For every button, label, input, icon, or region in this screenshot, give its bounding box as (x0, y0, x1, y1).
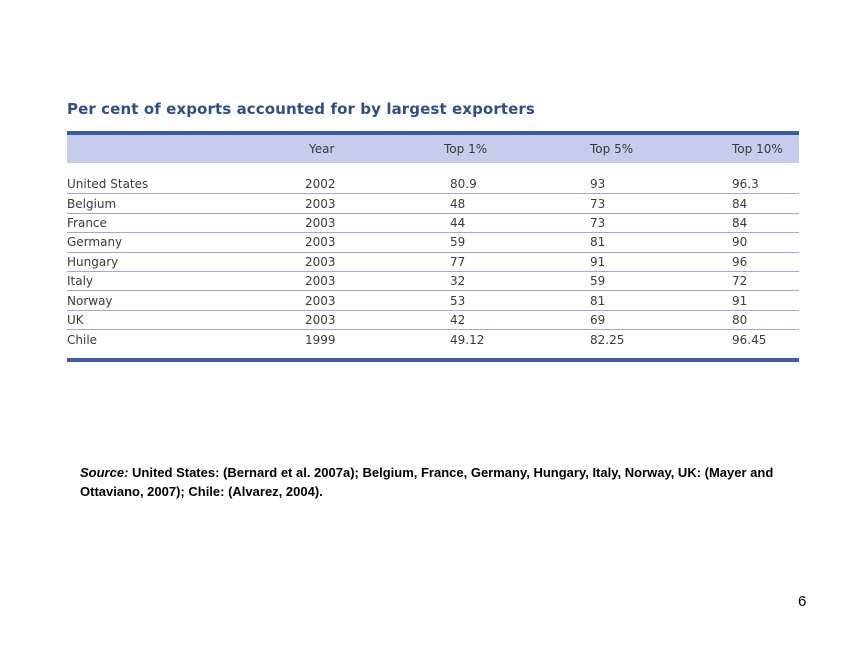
page-number: 6 (798, 593, 807, 610)
cell-top1: 80.9 (450, 177, 477, 192)
source-note (80, 463, 780, 501)
table-row (67, 194, 799, 213)
table-body (67, 175, 799, 350)
table-row (67, 311, 799, 330)
cell-year: 2002 (305, 177, 336, 192)
table-header-row (67, 135, 799, 163)
header-top10: Top 10% (732, 142, 783, 156)
cell-year: 2003 (305, 215, 336, 230)
cell-top5: 93 (590, 177, 606, 192)
cell-year: 1999 (305, 332, 336, 347)
cell-top5: 81 (590, 235, 606, 250)
cell-country: UK (67, 312, 84, 327)
cell-top5: 81 (590, 293, 606, 308)
cell-top1: 42 (450, 312, 466, 327)
cell-country: Germany (67, 235, 123, 250)
cell-top5: 73 (590, 215, 606, 230)
cell-top10: 84 (732, 215, 748, 230)
cell-top1: 53 (450, 293, 466, 308)
table-bottom-rule (67, 358, 799, 362)
exports-table (67, 131, 799, 362)
cell-top1: 44 (450, 215, 466, 230)
cell-country: France (67, 215, 107, 230)
table-row (67, 253, 799, 272)
cell-top10: 96 (732, 254, 748, 269)
table-body-gap (67, 163, 799, 175)
header-top1: Top 1% (444, 142, 488, 156)
cell-top10: 72 (732, 274, 748, 289)
cell-country: Hungary (67, 254, 119, 269)
cell-top1: 77 (450, 254, 466, 269)
table-title: Per cent of exports accounted for by largest exporters (67, 100, 535, 118)
cell-year: 2003 (305, 274, 336, 289)
cell-top10: 90 (732, 235, 748, 250)
cell-country: Italy (67, 274, 94, 289)
cell-top10: 84 (732, 196, 748, 211)
cell-year: 2003 (305, 196, 336, 211)
cell-top10: 91 (732, 293, 748, 308)
table-row (67, 291, 799, 310)
cell-top5: 69 (590, 312, 606, 327)
cell-year: 2003 (305, 312, 336, 327)
cell-year: 2003 (305, 235, 336, 250)
cell-top1: 48 (450, 196, 466, 211)
table-row (67, 272, 799, 291)
cell-top5: 82.25 (590, 332, 625, 347)
table-row (67, 330, 799, 349)
cell-top5: 59 (590, 274, 606, 289)
cell-top1: 32 (450, 274, 466, 289)
cell-country: Norway (67, 293, 113, 308)
header-year: Year (309, 142, 335, 156)
source-label: Source: (80, 465, 129, 480)
cell-top10: 96.3 (732, 177, 759, 192)
cell-country: Chile (67, 332, 98, 347)
cell-top5: 73 (590, 196, 606, 211)
source-text: United States: (Bernard et al. 2007a); Belgium, France, Germany, Hungary, Italy, Norway, UK: (Mayer and Ottaviano, 2007); Chile: (Alvarez, 2004). (80, 465, 774, 499)
cell-top5: 91 (590, 254, 606, 269)
header-top5: Top 5% (590, 142, 634, 156)
table-row (67, 233, 799, 252)
cell-country: Belgium (67, 196, 117, 211)
cell-year: 2003 (305, 254, 336, 269)
table-row (67, 214, 799, 233)
table-row (67, 175, 799, 194)
cell-country: United States (67, 177, 149, 192)
cell-top10: 96.45 (732, 332, 767, 347)
cell-year: 2003 (305, 293, 336, 308)
cell-top10: 80 (732, 312, 748, 327)
cell-top1: 59 (450, 235, 466, 250)
cell-top1: 49.12 (450, 332, 485, 347)
table-bottom-gap (67, 350, 799, 358)
